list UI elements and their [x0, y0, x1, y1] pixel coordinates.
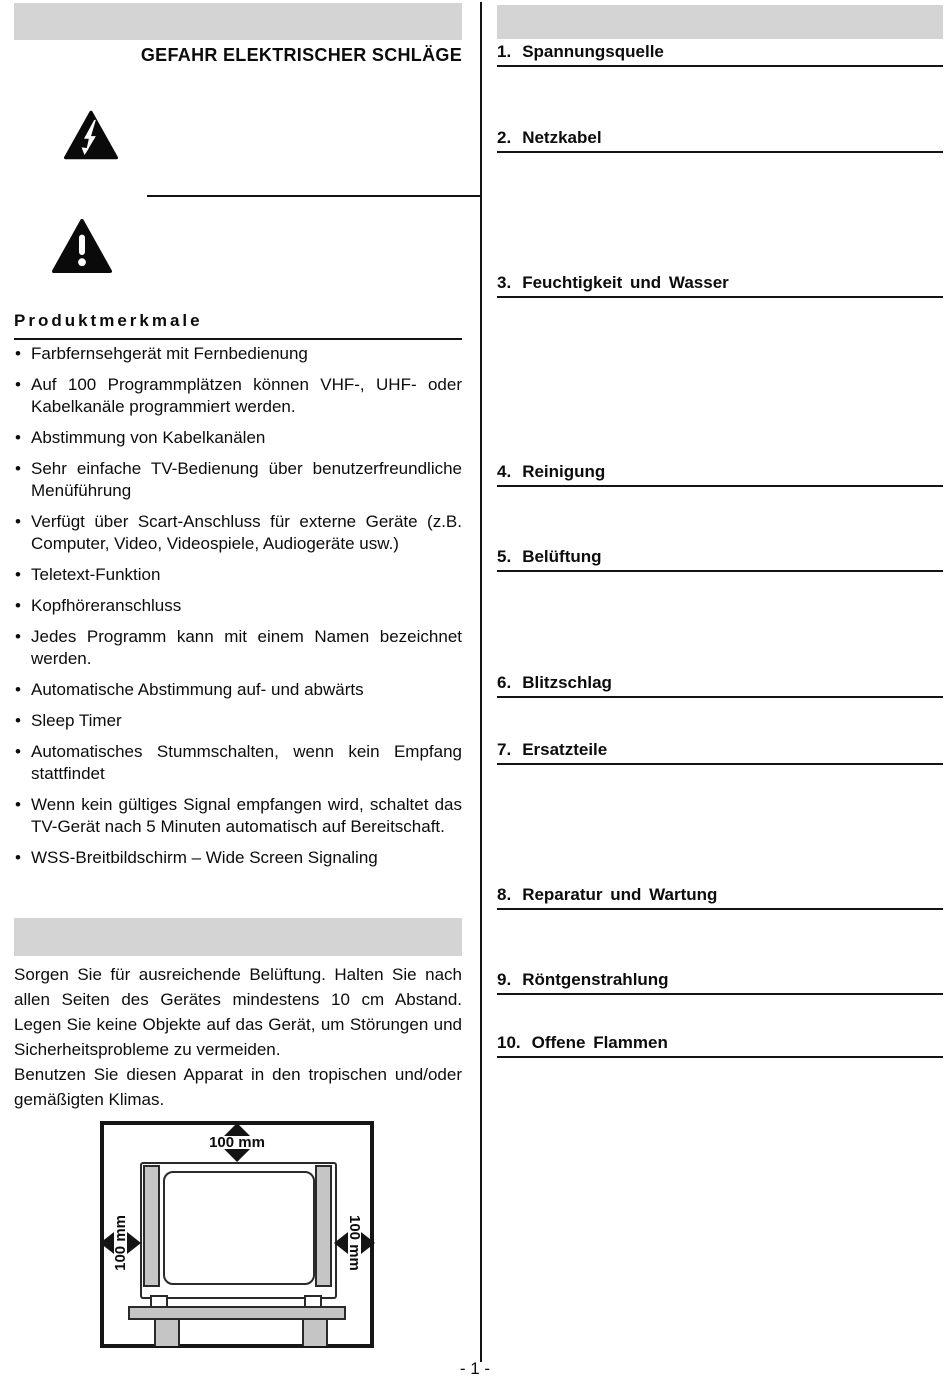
- feature-item: • Sehr einfache TV-Bedienung über benutzerfreundliche Menüführung: [14, 458, 462, 502]
- feature-item: • Sleep Timer: [14, 710, 462, 732]
- feature-item: • Automatische Abstimmung auf- und abwärts: [14, 679, 462, 701]
- feature-item: • Wenn kein gültiges Signal empfangen wird, schaltet das TV-Gerät nach 5 Minuten automatisch auf Bereitschaft.: [14, 794, 462, 838]
- table-leg: [302, 1318, 328, 1346]
- section-heading-reinigung: 4. Reinigung: [497, 462, 943, 487]
- clearance-left: [100, 1215, 141, 1271]
- tv-speaker-right: [315, 1165, 332, 1287]
- right-arrow-icon: [127, 1232, 141, 1254]
- section-header-bar: [14, 3, 462, 40]
- features-list: [14, 343, 462, 878]
- features-title: Produktmerkmale: [14, 311, 462, 340]
- danger-heading: GEFAHR ELEKTRISCHER SCHLÄGE: [140, 45, 462, 65]
- section-heading-offene-flammen: 10. Offene Flammen: [497, 1033, 943, 1058]
- section-header-bar: [14, 918, 462, 956]
- section-heading-feuchtigkeit: 3. Feuchtigkeit und Wasser: [497, 273, 943, 298]
- clearance-diagram: [100, 1121, 374, 1348]
- right-column: [497, 0, 943, 1382]
- feature-item: • Jedes Programm kann mit einem Namen bezeichnet werden.: [14, 626, 462, 670]
- feature-item: • Farbfernsehgerät mit Fernbedienung: [14, 343, 462, 365]
- clearance-top: [209, 1123, 265, 1162]
- right-arrow-icon: [361, 1232, 375, 1254]
- tv-speaker-left: [143, 1165, 160, 1287]
- clearance-left-label: 100 mm: [112, 1215, 129, 1271]
- feature-item: • Auf 100 Programmplätzen können VHF-, UHF- oder Kabelkanäle programmiert werden.: [14, 374, 462, 418]
- section-heading-belueftung: 5. Belüftung: [497, 547, 943, 572]
- feature-item: • Abstimmung von Kabelkanälen: [14, 427, 462, 449]
- ventilation-paragraph: Sorgen Sie für ausreichende Belüftung. Halten Sie nach allen Seiten des Gerätes mindestens 10 cm Abstand. Legen Sie keine Objekte auf das Gerät, um Störungen und Sicherheitsprobleme zu vermeiden.: [14, 965, 462, 1059]
- clearance-right: [334, 1215, 375, 1271]
- climate-paragraph: Benutzen Sie diesen Apparat in den tropischen und/oder gemäßigten Klimas.: [14, 1065, 462, 1109]
- caution-warning-icon: [52, 212, 112, 280]
- section-header-bar: [497, 5, 943, 39]
- down-arrow-icon: [224, 1149, 250, 1162]
- feature-item: • WSS-Breitbildschirm – Wide Screen Signaling: [14, 847, 462, 869]
- clearance-right-label: 100 mm: [346, 1215, 363, 1271]
- page-number: - 1 -: [459, 1359, 491, 1378]
- clearance-top-label: 100 mm: [209, 1134, 265, 1151]
- section-heading-ersatzteile: 7. Ersatzteile: [497, 740, 943, 765]
- high-voltage-warning-icon: [64, 106, 118, 164]
- section-heading-spannungsquelle: 1. Spannungsquelle: [497, 42, 943, 67]
- table-leg: [154, 1318, 180, 1346]
- feature-item: • Verfügt über Scart-Anschluss für externe Geräte (z.B. Computer, Video, Videospiele, Audiogeräte usw.): [14, 511, 462, 555]
- tv-screen: [163, 1171, 315, 1285]
- feature-item: • Kopfhöreranschluss: [14, 595, 462, 617]
- section-heading-reparatur: 8. Reparatur und Wartung: [497, 885, 943, 910]
- section-heading-blitzschlag: 6. Blitzschlag: [497, 673, 943, 698]
- feature-item: • Teletext-Funktion: [14, 564, 462, 586]
- horizontal-divider: [147, 195, 481, 197]
- column-divider: [480, 2, 482, 1362]
- section-heading-roentgenstrahlung: 9. Röntgenstrahlung: [497, 970, 943, 995]
- section-heading-netzkabel: 2. Netzkabel: [497, 128, 943, 153]
- feature-item: • Automatisches Stummschalten, wenn kein Empfang stattfindet: [14, 741, 462, 785]
